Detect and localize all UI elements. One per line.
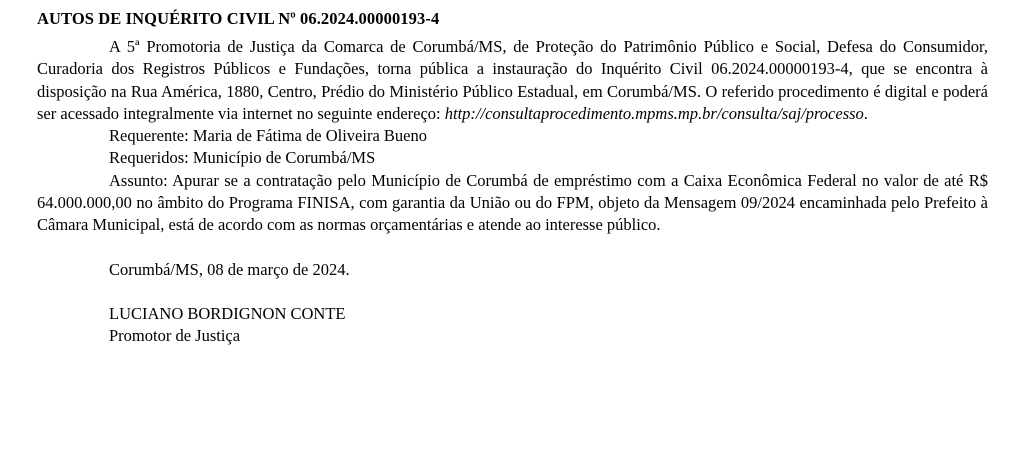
- requeridos-line: Requeridos: Município de Corumbá/MS: [109, 148, 376, 168]
- signer-role: Promotor de Justiça: [109, 326, 241, 346]
- intro-paragraph: [37, 36, 988, 125]
- signer-name: LUCIANO BORDIGNON CONTE: [109, 303, 346, 323]
- document-title: AUTOS DE INQUÉRITO CIVIL Nº 06.2024.00000193-4: [37, 9, 440, 28]
- date-line: Corumbá/MS, 08 de março de 2024.: [109, 259, 350, 279]
- procedure-url-link[interactable]: http://consultaprocedimento.mpms.mp.br/consulta/saj/processo: [444, 103, 864, 123]
- assunto-paragraph: Assunto: Apurar se a contratação pelo Município de Corumbá de empréstimo com a Caixa Econômica Federal no valor de até R$ 64.000.000,00 no âmbito do Programa FINISA, com garantia da União ou do FPM, objeto da Mensagem 09/2024 encaminhada pelo Prefeito à Câmara Municipal, está de acordo com as normas orçamentárias e atende ao interesse público.: [37, 170, 988, 235]
- spacer: [37, 237, 988, 259]
- intro-end: .: [863, 103, 868, 123]
- spacer: [37, 281, 988, 303]
- intro-text: A 5ª Promotoria de Justiça da Comarca de Corumbá/MS, de Proteção do Patrimônio Público e Social, Defesa do Consumidor, Curadoria dos Registros Públicos e Fundações, torna pública a instauração do Inquérito Civil 06.2024.00000193-4, que se encontra à disposição na Rua América, 1880, Centro, Prédio do Ministério Público Estadual, em Corumbá/MS. O referido procedimento é digital e poderá ser acessado integralmente via internet no seguinte endereço:: [37, 37, 988, 123]
- requerente-line: Requerente: Maria de Fátima de Oliveira Bueno: [109, 126, 427, 146]
